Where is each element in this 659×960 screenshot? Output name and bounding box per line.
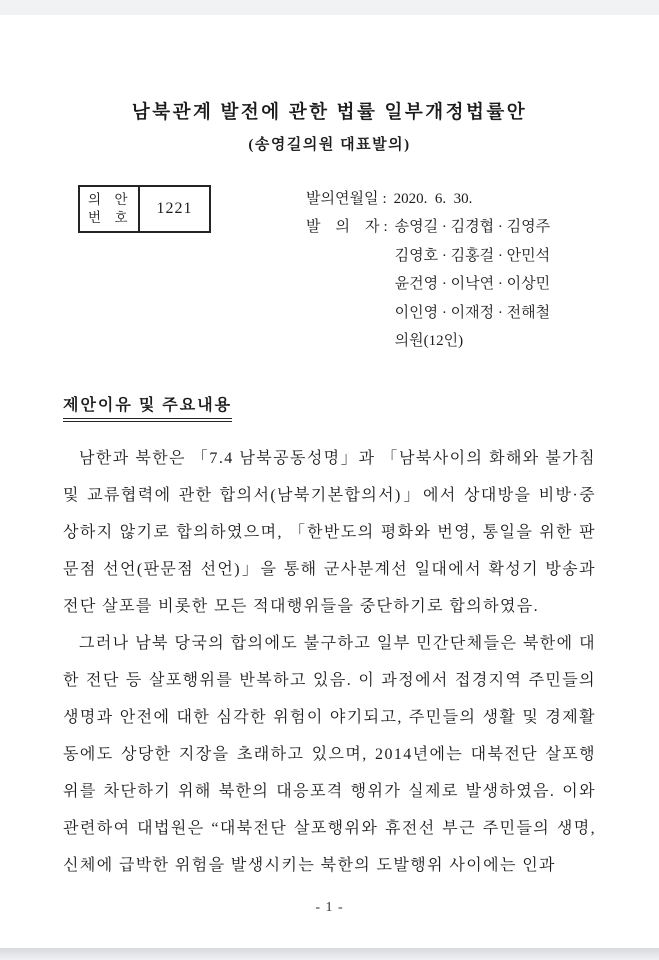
document-content: [63, 15, 596, 916]
proposal-info: [306, 185, 596, 356]
proposal-date-line: [306, 185, 596, 213]
proposer-names-line: 김영호 · 김홍걸 · 안민석: [394, 247, 551, 264]
proposal-date-label: 발의연월일: [306, 191, 379, 207]
bill-info-row: [63, 185, 596, 356]
proposer-names-line: 송영길 · 김경협 · 김영주: [394, 219, 551, 235]
proposer-names-line: 이인영 · 이재정 · 전해철: [394, 304, 551, 321]
page-number: - 1 -: [315, 899, 344, 915]
proposal-date-colon: :: [382, 191, 387, 207]
proposer-colon: :: [383, 219, 388, 235]
bill-title: 남북관계 발전에 관한 법률 일부개정법률안: [131, 103, 528, 123]
proposer-label: 발 의 자: [306, 219, 380, 235]
proposer-names-line: 윤건영 · 이낙연 · 이상민: [394, 276, 551, 292]
top-margin-band: [0, 0, 659, 15]
bottom-margin-band: [0, 948, 659, 960]
bill-number-box: [78, 185, 211, 233]
body-paragraph: 남한과 북한은 「7.4 남북공동성명」과 「남북사이의 화해와 불가침 및 교류협력에 관한 합의서(남북기본합의서)」에서 상대방을 비방·중상하지 않기로 합의하였으며, 「한반도의 평화와 번영, 통일을 위한 판문점 선언(판문점 선언)」을 통해 군사분계선 일대에서 확성기 방송과 전단 살포를 비롯한 모든 적대행위들을 중단하기로 합의하였음.: [63, 449, 596, 615]
bill-number-label: [80, 187, 140, 231]
section-heading: [63, 392, 596, 422]
bill-number-value: 1221: [156, 200, 193, 217]
bill-number-label-line2: 번 호: [88, 210, 128, 225]
proposer-names-line: 의원(12인): [394, 333, 464, 349]
bill-body-text: [63, 440, 596, 884]
proposer-names: [395, 213, 550, 356]
proposal-date-value: 2020. 6. 30.: [393, 191, 473, 207]
proposer-line: [306, 213, 596, 356]
body-paragraph: 그러나 남북 당국의 합의에도 불구하고 일부 민간단체들은 북한에 대한 전단 등 살포행위를 반복하고 있음. 이 과정에서 접경지역 주민들의 생명과 안전에 대한 심각한 위험이 야기되고, 주민들의 생활 및 경제활동에도 상당한 지장을 초래하고 있으며, 2014년에는 대북전단 살포행위를 차단하기 위해 북한의 대응포격 행위가 실제로 발생하였음. 이와 관련하여 대법원은 “대북전단 살포행위와 휴전선 부근 주민들의 생명, 신체에 급박한 위험을 발생시키는 북한의 도발행위 사이에는 인과: [63, 634, 596, 874]
bill-number-label-line1: 의 안: [88, 192, 128, 207]
bill-subtitle: (송영길의원 대표발의): [248, 137, 411, 153]
section-heading-text: 제안이유 및 주요내용: [63, 392, 232, 422]
